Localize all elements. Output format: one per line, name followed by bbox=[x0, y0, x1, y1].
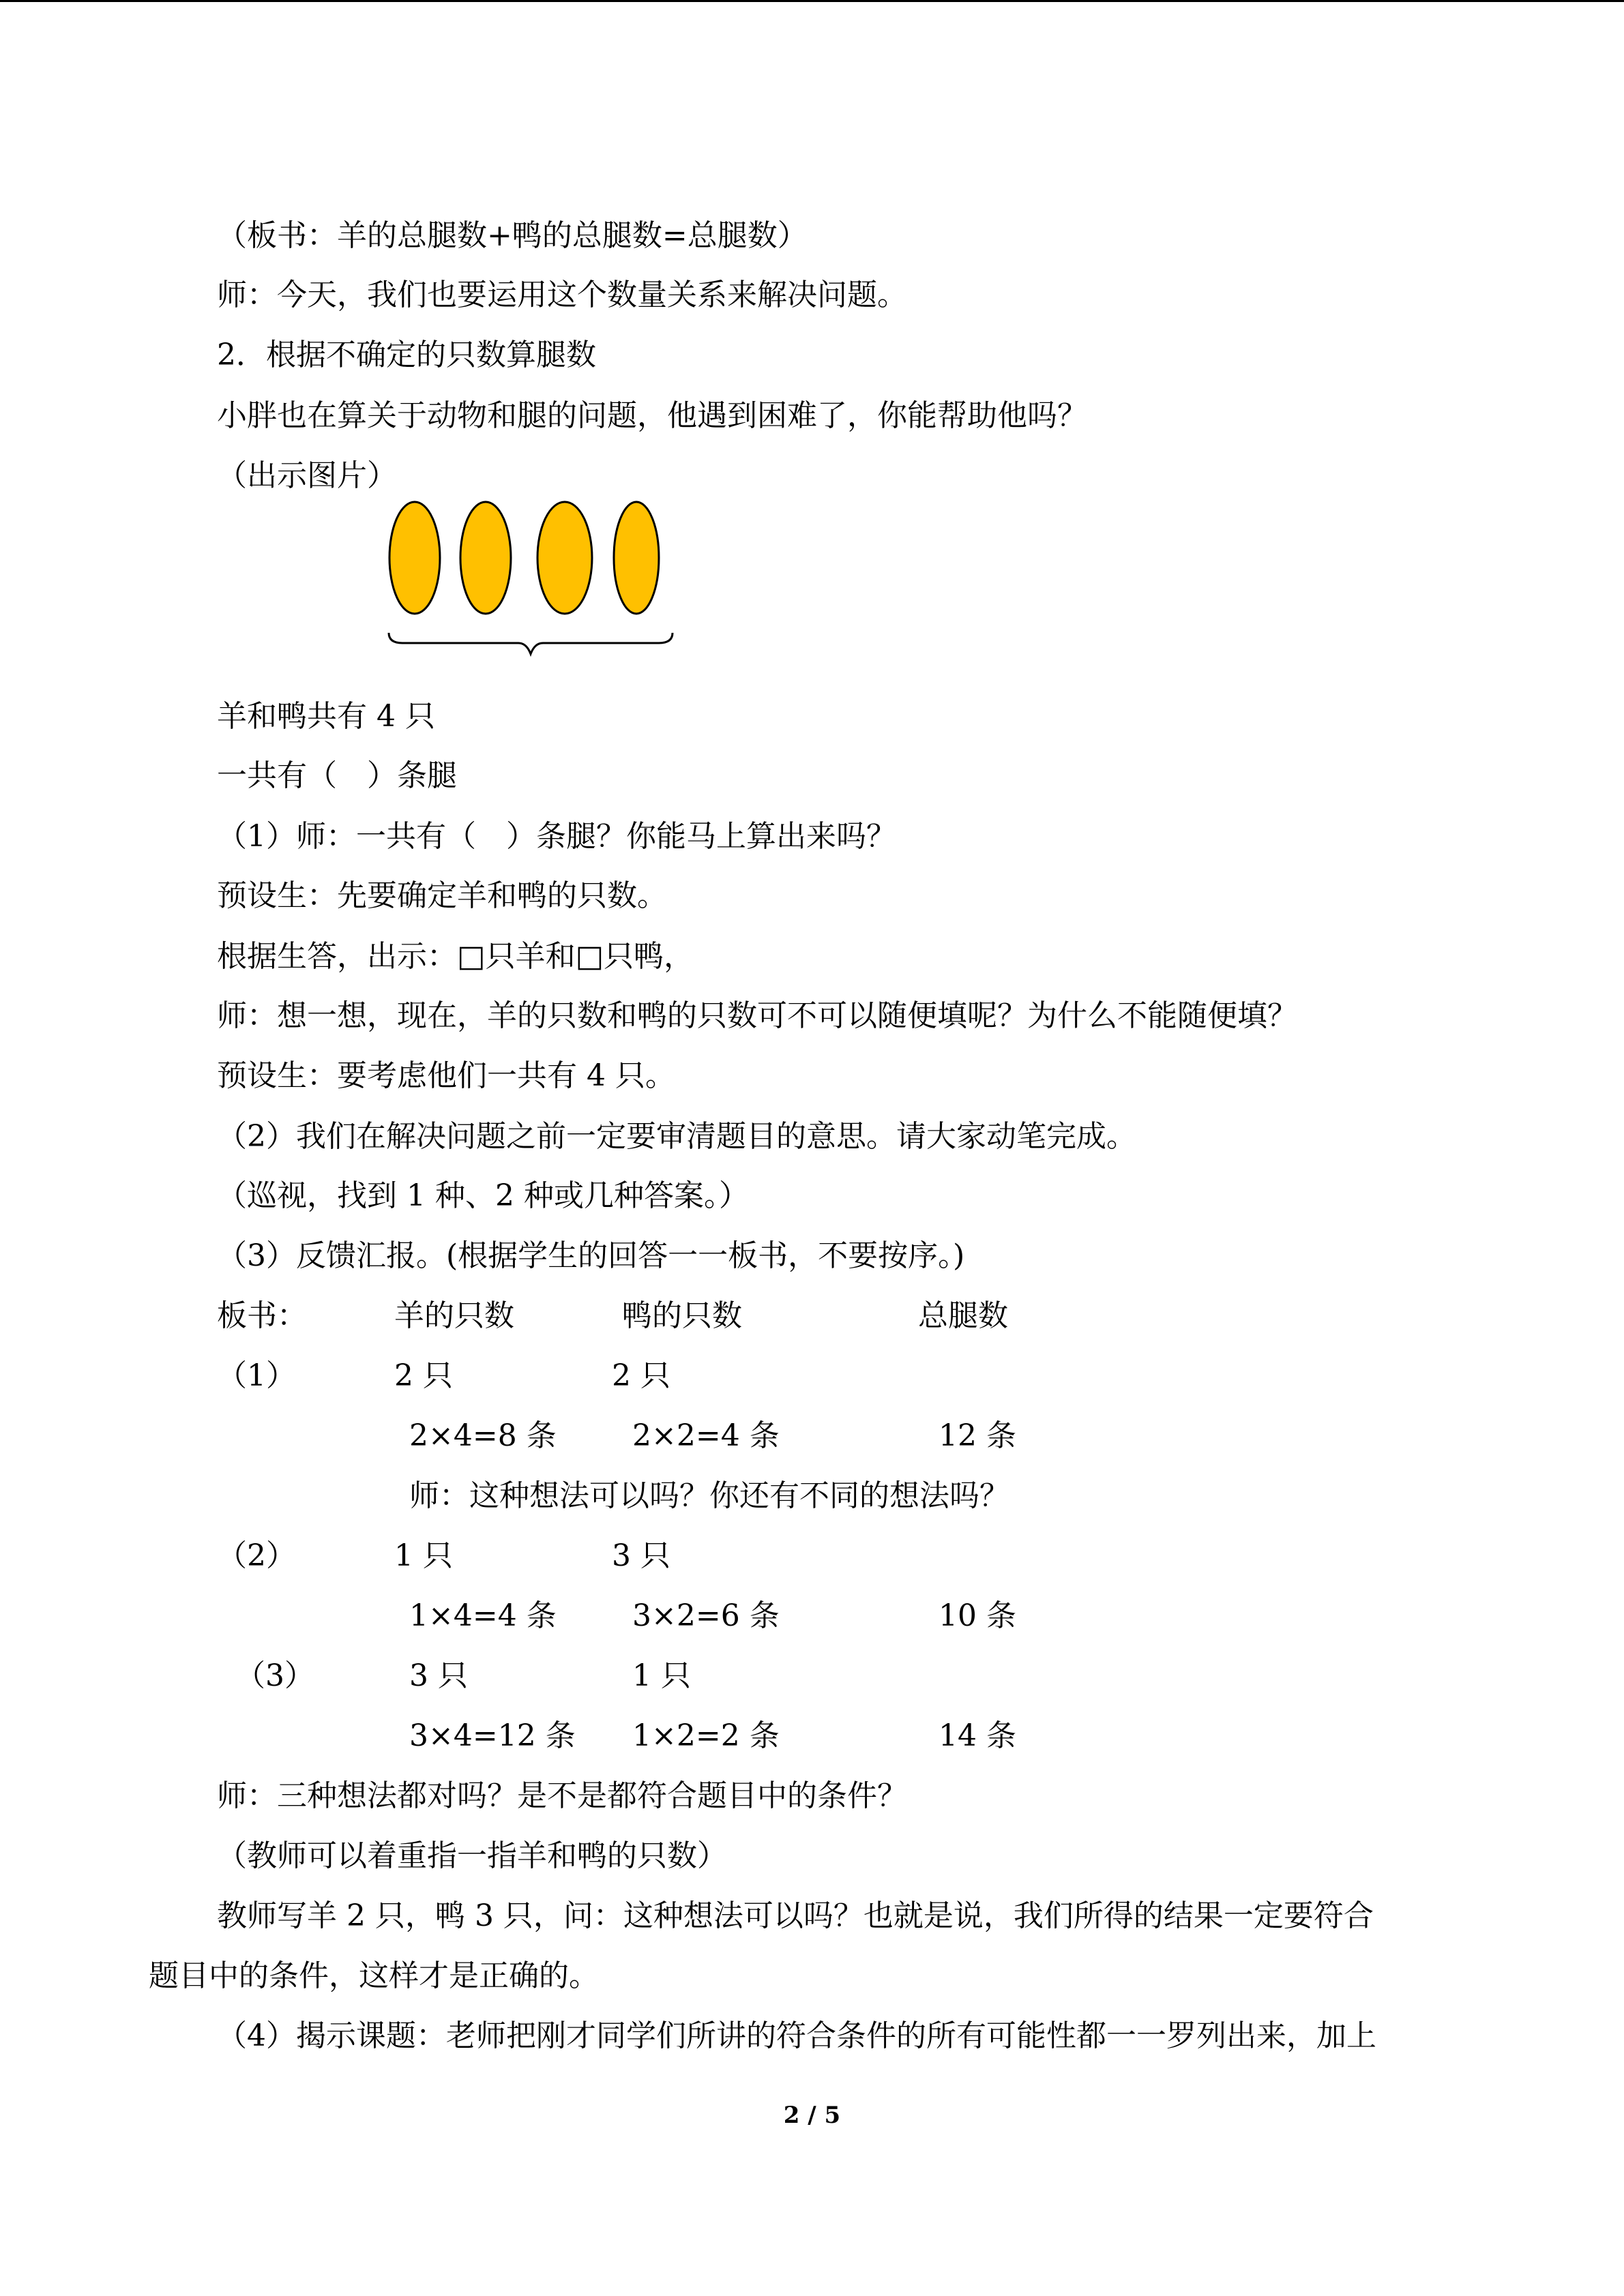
row-2-duck: 3 只 bbox=[612, 1538, 670, 1573]
row-3-total: 14 条 bbox=[939, 1718, 1016, 1753]
board-label: 板书： bbox=[217, 1298, 307, 1333]
header-sheep: 羊的只数 bbox=[394, 1298, 514, 1333]
row-3-calc-duck: 1×2=2 条 bbox=[632, 1718, 780, 1753]
header-duck: 鸭的只数 bbox=[622, 1298, 742, 1333]
animal-oval-2 bbox=[460, 502, 511, 614]
row-2-sheep: 1 只 bbox=[394, 1538, 453, 1573]
animals-figure bbox=[382, 494, 682, 665]
section-heading: 2．根据不确定的只数算腿数 bbox=[217, 338, 596, 372]
patrol-note: （巡视，找到 1 种、2 种或几种答案。） bbox=[217, 1178, 749, 1213]
animal-oval-4 bbox=[614, 502, 659, 614]
step-4: （4）揭示课题：老师把刚才同学们所讲的符合条件的所有可能性都一一罗列出来，加上 bbox=[217, 2018, 1376, 2053]
paragraph-line-1: 教师写羊 2 只，鸭 3 只，问：这种想法可以吗？也就是说，我们所得的结果一定要符合 bbox=[217, 1898, 1374, 1933]
show-boxes-line: 根据生答，出示：□只羊和□只鸭， bbox=[217, 939, 694, 974]
row-2-index: （2） bbox=[217, 1538, 296, 1573]
animal-oval-3 bbox=[537, 502, 592, 614]
show-picture-note: （出示图片） bbox=[217, 458, 397, 493]
row-3-calc-sheep: 3×4=12 条 bbox=[409, 1718, 576, 1753]
step-3: （3）反馈汇报。(根据学生的回答一一板书，不要按序。) bbox=[217, 1238, 965, 1273]
animal-oval-1 bbox=[389, 502, 440, 614]
row-3-index: （3） bbox=[235, 1658, 314, 1693]
row-1-duck: 2 只 bbox=[612, 1358, 670, 1393]
expected-answer-1: 预设生：先要确定羊和鸭的只数。 bbox=[217, 878, 667, 913]
row-1-calc-sheep: 2×4=8 条 bbox=[409, 1418, 557, 1453]
total-count-line: 羊和鸭共有 4 只 bbox=[217, 699, 435, 734]
teacher-hint: （教师可以着重指一指羊和鸭的只数） bbox=[217, 1838, 727, 1873]
page-top-border bbox=[0, 0, 1624, 2]
board-remark: 师：这种想法可以吗？你还有不同的想法吗？ bbox=[409, 1478, 1009, 1513]
row-1-sheep: 2 只 bbox=[394, 1358, 453, 1393]
teacher-question: 师：想一想，现在，羊的只数和鸭的只数可不可以随便填呢？为什么不能随便填？ bbox=[217, 998, 1297, 1033]
step-1: （1）师：一共有（ ）条腿？你能马上算出来吗？ bbox=[217, 819, 896, 854]
row-2-total: 10 条 bbox=[939, 1598, 1016, 1633]
row-1-index: （1） bbox=[217, 1358, 296, 1393]
row-2-calc-duck: 3×2=6 条 bbox=[632, 1598, 780, 1633]
board-formula: （板书：羊的总腿数+鸭的总腿数=总腿数） bbox=[217, 218, 808, 253]
step-2: （2）我们在解决问题之前一定要审清题目的意思。请大家动笔完成。 bbox=[217, 1119, 1136, 1154]
row-1-calc-duck: 2×2=4 条 bbox=[632, 1418, 780, 1453]
teacher-check-question: 师：三种想法都对吗？是不是都符合题目中的条件？ bbox=[217, 1778, 907, 1813]
row-1-total: 12 条 bbox=[939, 1418, 1016, 1453]
question-line: 一共有（ ）条腿 bbox=[217, 758, 457, 793]
page-number: 2 / 5 bbox=[783, 2102, 841, 2129]
problem-intro: 小胖也在算关于动物和腿的问题，他遇到困难了，你能帮助他吗？ bbox=[217, 398, 1087, 433]
row-3-sheep: 3 只 bbox=[409, 1658, 468, 1693]
header-total: 总腿数 bbox=[918, 1298, 1008, 1333]
expected-answer-2: 预设生：要考虑他们一共有 4 只。 bbox=[217, 1058, 675, 1093]
row-3-duck: 1 只 bbox=[632, 1658, 691, 1693]
row-2-calc-sheep: 1×4=4 条 bbox=[409, 1598, 557, 1633]
brace-icon bbox=[389, 633, 673, 654]
paragraph-line-2: 题目中的条件，这样才是正确的。 bbox=[149, 1958, 599, 1993]
teacher-line: 师：今天，我们也要运用这个数量关系来解决问题。 bbox=[217, 278, 907, 312]
